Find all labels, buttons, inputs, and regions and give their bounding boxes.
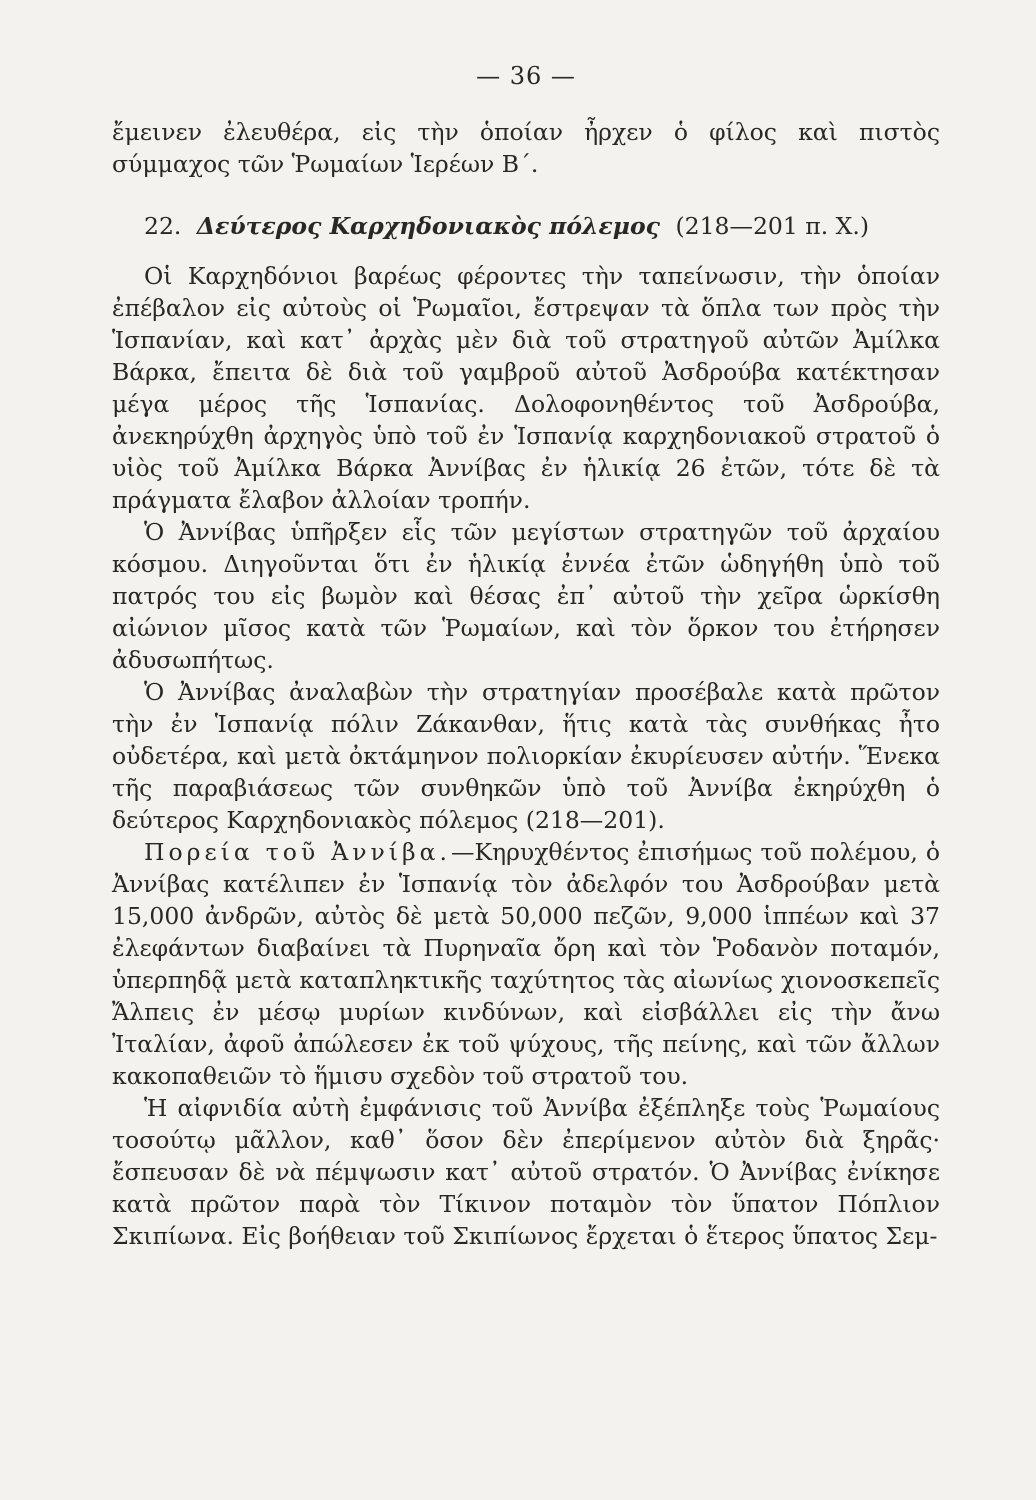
paragraph-final: Ἡ αἰφνιδία αὐτὴ ἐμφάνισις τοῦ Ἀννίβα ἐξέπληξε τοὺς Ῥωμαίους τοσούτῳ μᾶλλον, καθ᾽ ὅσον δὲν ἐπερίμενον αὐτὸν διὰ ξηρᾶς· ἔσπευσαν δὲ νὰ πέμψωσιν κατ᾽ αὐτοῦ στρατόν. Ὁ Ἀννίβας ἐνίκησε κατὰ πρῶτον παρὰ τὸν Τίκινον ποταμὸν τὸν ὕπατον Πόπλιον Σκιπίωνα. Εἰς βοήθειαν τοῦ Σκιπίωνος ἔρχεται ὁ ἕτερος ὕπατος Σεμ- [112, 1094, 940, 1250]
section-number: 22. [144, 212, 182, 240]
paragraph-hannibal-oath: Ὁ Ἀννίβας ὑπῆρξεν εἷς τῶν μεγίστων στρατηγῶν τοῦ ἀρχαίου κόσμου. Διηγοῦνται ὅτι ἐν ἡλικίᾳ ἐννέα ἐτῶν ὡδηγήθη ὑπὸ τοῦ πατρός του εἰς βωμὸν καὶ θέσας ἐπ᾽ αὐτοῦ τὴν χεῖρα ὡρκίσθη αἰώνιον μῖσος κατὰ τῶν Ῥωμαίων, καὶ τὸν ὅρκον του ἐτήρησεν ἀδυσωπήτως. [112, 518, 940, 674]
paragraph-march [112, 836, 940, 1092]
section-dates: (218—201 π. Χ.) [675, 212, 870, 240]
paragraph-carthaginians: Οἱ Καρχηδόνιοι βαρέως φέροντες τὴν ταπείνωσιν, τὴν ὁποίαν ἐπέβαλον εἰς αὐτοὺς οἱ Ῥωμαῖοι, ἔστρεψαν τὰ ὅπλα των πρὸς τὴν Ἱσπανίαν, καὶ κατ᾽ ἀρχὰς μὲν διὰ τοῦ στρατηγοῦ αὐτῶν Ἀμίλκα Βάρκα, ἔπειτα δὲ διὰ τοῦ γαμβροῦ αὐτοῦ Ἀσδρούβα κατέκτησαν μέγα μέρος τῆς Ἱσπανίας. Δολοφονηθέντος τοῦ Ἀσδρούβα, ἀνεκηρύχθη ἀρχηγὸς ὑπὸ τοῦ ἐν Ἱσπανίᾳ καρχηδονιακοῦ στρατοῦ ὁ υἱὸς τοῦ Ἀμίλκα Βάρκα Ἀννίβας ἐν ἡλικίᾳ 26 ἐτῶν, τότε δὲ τὰ πράγματα ἔλαβον ἀλλοίαν τροπήν. [112, 262, 940, 514]
section-heading [112, 210, 940, 242]
march-text: —Κηρυχθέντος ἐπισήμως τοῦ πολέμου, ὁ Ἀννίβας κατέλιπεν ἐν Ἱσπανίᾳ τὸν ἀδελφόν του Ἀσδρούβαν μετὰ 15,000 ἀνδρῶν, αὐτὸς δὲ μετὰ 50,000 πεζῶν, 9,000 ἱππέων καὶ 37 ἐλεφάντων διαβαίνει τὰ Πυρηναῖα ὄρη καὶ τὸν Ῥοδανὸν ποταμόν, ὑπερπηδᾷ μετὰ καταπληκτικῆς ταχύτητος τὰς αἰωνίως χιονοσκεπεῖς Ἄλπεις ἐν μέσῳ μυρίων κινδύνων, καὶ εἰσβάλλει εἰς τὴν ἄνω Ἰταλίαν, ἀφοῦ ἀπώλεσεν ἐκ τοῦ ψύχους, τῆς πείνης, καὶ τῶν ἄλλων κακοπαθειῶν τὸ ἥμισυ σχεδὸν τοῦ στρατοῦ του. [112, 838, 940, 1090]
section-title: Δεύτερος Καρχηδονιακὸς πόλεμος [196, 212, 660, 240]
page-number: — 36 — [476, 62, 576, 90]
march-lead: Πορεία τοῦ Ἀννίβα. [144, 838, 451, 866]
intro-paragraph: ἔμεινεν ἐλευθέρα, εἰς τὴν ὁποίαν ἦρχεν ὁ φίλος καὶ πιστὸς σύμμαχος τῶν Ῥωμαίων Ἱερέων Β΄. [112, 118, 940, 178]
paragraph-saguntum: Ὁ Ἀννίβας ἀναλαβὼν τὴν στρατηγίαν προσέβαλε κατὰ πρῶτον τὴν ἐν Ἱσπανίᾳ πόλιν Ζάκανθαν, ἥτις κατὰ τὰς συνθήκας ἦτο οὐδετέρα, καὶ μετὰ ὀκτάμηνον πολιορκίαν ἐκυρίευσεν αὐτήν. Ἕνεκα τῆς παραβιάσεως τῶν συνθηκῶν ὑπὸ τοῦ Ἀννίβα ἐκηρύχθη ὁ δεύτερος Καρχηδονιακὸς πόλεμος (218—201). [112, 678, 940, 834]
